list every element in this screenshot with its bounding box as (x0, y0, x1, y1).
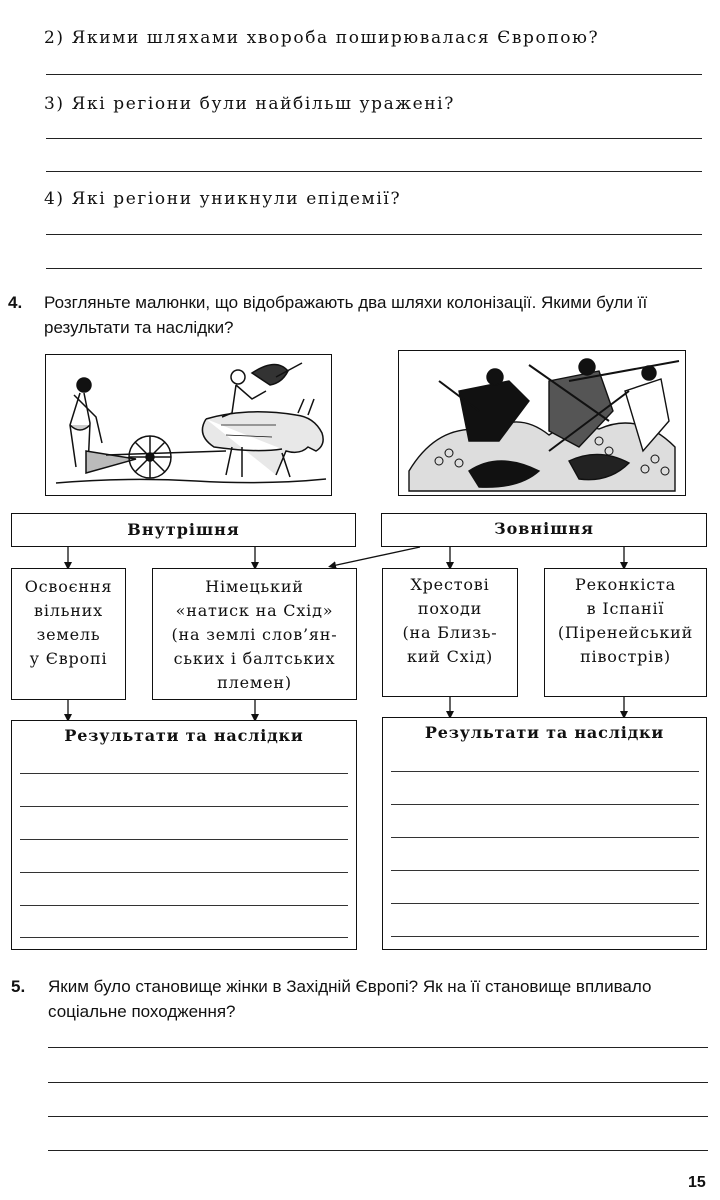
box-line: земель (36, 625, 101, 644)
answer-line[interactable] (391, 903, 699, 904)
results-box-internal (11, 720, 357, 950)
box-line: Освоєння (24, 577, 113, 596)
box-line: вільних (34, 601, 103, 620)
question-3: 3) Які регіони були найбільш уражені? (44, 94, 455, 114)
page-number: 15 (688, 1174, 706, 1191)
box-crusades (382, 568, 518, 697)
box-free-lands (11, 568, 126, 700)
answer-line[interactable] (20, 937, 348, 938)
box-line: в Іспанії (586, 599, 665, 618)
task-4-text: Розгляньте малюнки, що відображають два шляхи колонізації. Якими були її результати та наслідки? (44, 293, 648, 337)
box-line: ських і балтських (173, 649, 336, 668)
answer-line[interactable] (20, 773, 348, 774)
box-line: Хрестові (410, 575, 490, 594)
answer-line[interactable] (48, 1150, 708, 1151)
results-title-internal: Результати та наслідки (64, 726, 304, 745)
internal-title: Внутрішня (127, 520, 240, 539)
answer-line[interactable] (391, 870, 699, 871)
box-line: (на землі слов’ян- (171, 625, 338, 644)
box-line: (Піренейський (557, 623, 694, 642)
box-line: кий Схід) (406, 647, 494, 666)
box-line: у Європі (29, 649, 108, 668)
answer-line[interactable] (20, 872, 348, 873)
box-line: Реконкіста (575, 575, 676, 594)
answer-line[interactable] (20, 806, 348, 807)
external-colonization-header (381, 513, 707, 547)
box-line: (на Близь- (402, 623, 498, 642)
internal-colonization-header (11, 513, 356, 547)
box-line: півострів) (580, 647, 671, 666)
task-5-number: 5. (11, 977, 26, 996)
external-title: Зовнішня (494, 519, 594, 538)
box-line: походи (417, 599, 483, 618)
box-line: Німецький (205, 577, 304, 596)
answer-line[interactable] (20, 839, 348, 840)
box-line: «натиск на Схід» (175, 601, 334, 620)
question-4: 4) Які регіони уникнули епідемії? (44, 189, 402, 209)
box-drang-nach-osten (152, 568, 357, 700)
box-line: племен) (217, 673, 292, 692)
answer-line[interactable] (391, 804, 699, 805)
answer-line[interactable] (48, 1047, 708, 1048)
results-title-external: Результати та наслідки (424, 723, 665, 742)
results-box-external (382, 717, 707, 950)
box-reconquista (544, 568, 707, 697)
answer-line[interactable] (48, 1116, 708, 1117)
answer-line[interactable] (391, 936, 699, 937)
question-2: 2) Якими шляхами хвороба поширювалася Європою? (44, 28, 600, 48)
task-5-text: Яким було становище жінки в Західній Європі? Як на її становище впливало соціальне походження? (48, 977, 652, 1021)
answer-line[interactable] (391, 771, 699, 772)
answer-line[interactable] (20, 905, 348, 906)
answer-line[interactable] (48, 1082, 708, 1083)
task-4-number: 4. (8, 293, 23, 312)
answer-line[interactable] (391, 837, 699, 838)
